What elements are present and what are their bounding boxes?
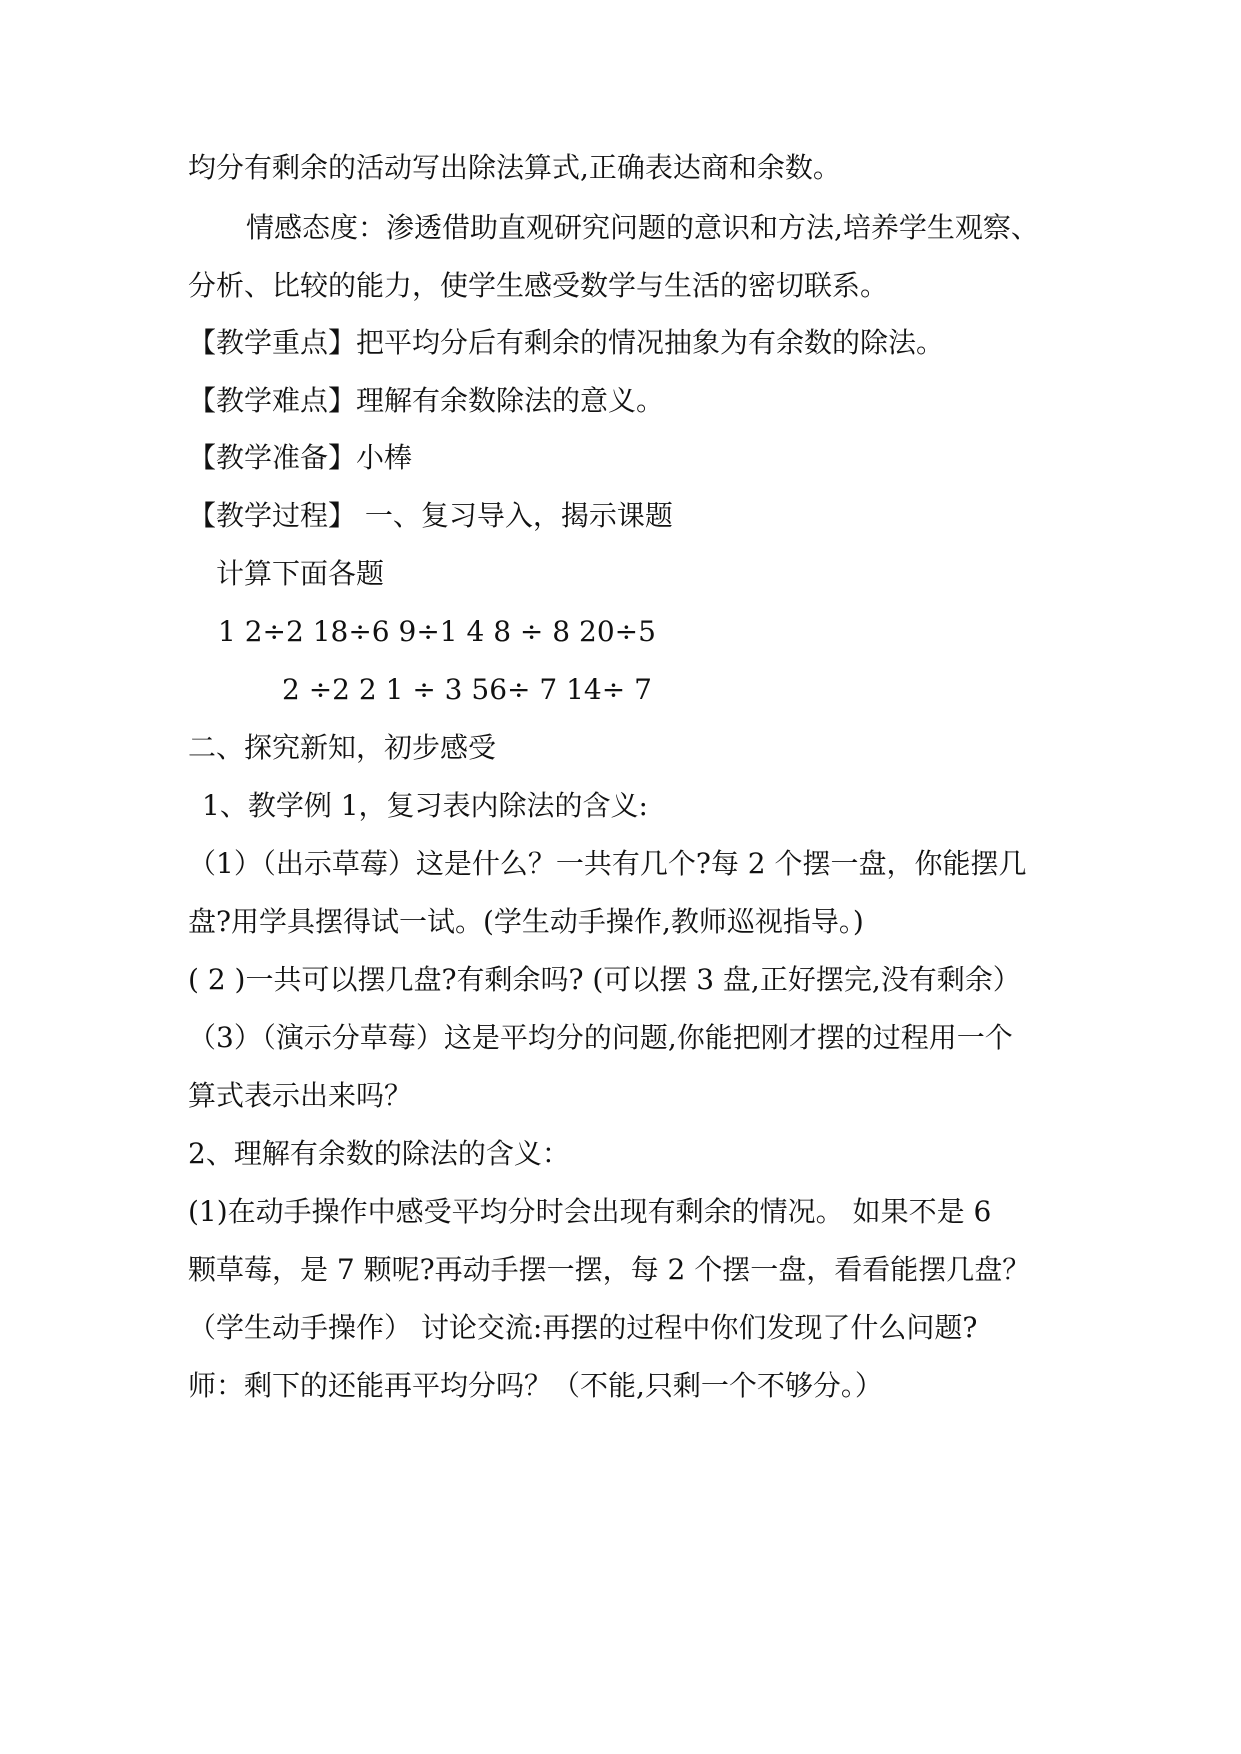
text-line: （学生动手操作） 讨论交流:再摆的过程中你们发现了什么问题? (188, 1311, 978, 1344)
text-line: 2、理解有余数的除法的含义： (188, 1137, 570, 1170)
section-heading-preparation: 【教学准备】小棒 (188, 441, 413, 474)
section-heading-difficulty: 【教学难点】理解有余数除法的意义。 (188, 384, 665, 417)
math-exercise-row: 1 2÷2 18÷6 9÷1 4 8 ÷ 8 20÷5 (218, 615, 656, 648)
text-line: 算式表示出来吗？ (188, 1079, 413, 1112)
text-line: ( 2 )一共可以摆几盘?有剩余吗? (可以摆 3 盘,正好摆完,没有剩余） (188, 963, 1021, 996)
text-line: 颗草莓，是 7 颗呢?再动手摆一摆，每 2 个摆一盘，看看能摆几盘？ (188, 1253, 1031, 1286)
text-line: （1）（出示草莓）这是什么？一共有几个?每 2 个摆一盘，你能摆几 (188, 847, 1027, 880)
math-exercise-row: 2 ÷2 2 1 ÷ 3 56÷ 7 14÷ 7 (282, 673, 652, 706)
text-line: 1、教学例 1，复习表内除法的含义: (202, 789, 648, 822)
section-heading-explore: 二、探究新知，初步感受 (188, 731, 497, 764)
text-line: 盘?用学具摆得试一试。(学生动手操作,教师巡视指导。) (188, 905, 864, 938)
text-line: （3）（演示分草莓）这是平均分的问题,你能把刚才摆的过程用一个 (188, 1021, 1013, 1054)
text-line: (1)在动手操作中感受平均分时会出现有剩余的情况。 如果不是 6 (188, 1195, 992, 1228)
text-line: 师：剩下的还能再平均分吗？（不能,只剩一个不够分。） (188, 1369, 883, 1402)
section-heading-key-point: 【教学重点】把平均分后有剩余的情况抽象为有余数的除法。 (188, 326, 945, 359)
text-line: 分析、比较的能力，使学生感受数学与生活的密切联系。 (188, 269, 889, 302)
section-heading-process: 【教学过程】 一、复习导入，揭示课题 (188, 499, 673, 532)
text-line: 计算下面各题 (216, 557, 385, 590)
text-line: 情感态度：渗透借助直观研究问题的意识和方法,培养学生观察、 (246, 211, 1039, 244)
text-line: 均分有剩余的活动写出除法算式,正确表达商和余数。 (188, 151, 841, 184)
